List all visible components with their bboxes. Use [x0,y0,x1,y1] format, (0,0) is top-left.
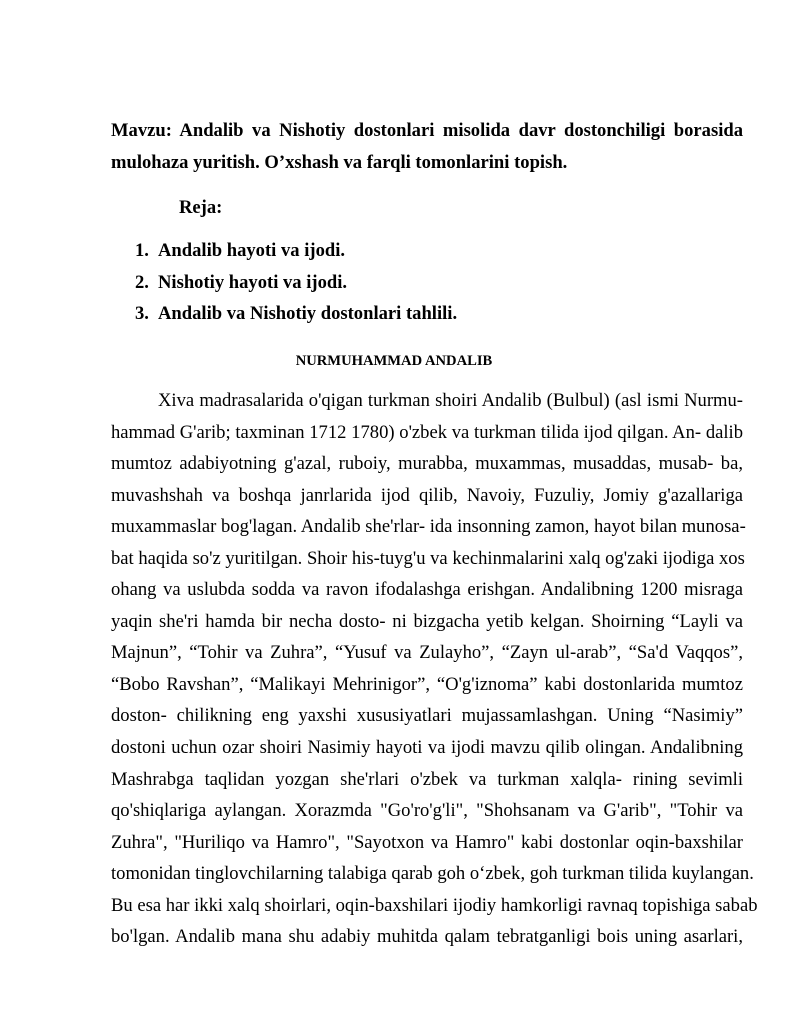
plan-item [111,298,457,330]
body-line: bo'lgan. Andalib mana shu adabiy muhitda qalam tebratganligi bois uning asarlari, [111,926,743,948]
topic-line-2: mulohaza yuritish. O’xshash va farqli tomonlarini topish. [111,152,568,173]
body-line: Xiva madrasalarida o'qigan turkman shoiri Andalib (Bulbul) (asl ismi Nurmu- [158,390,743,411]
body-line: tomonidan tinglovchilarning talabiga qarab goh o‘zbek, goh turkman tilida kuylangan. [111,863,754,885]
section-title: NURMUHAMMAD ANDALIB [295,353,493,369]
body-line: hammad G'arib; taxminan 1712 1780) o'zbek va turkman tilida ijod qilgan. An- dalib [111,421,743,443]
body-line: mumtoz adabiyotning g'azal, ruboiy, murabba, muxammas, musaddas, musab- ba, [111,453,743,475]
body-line: doston- chilikning eng yaxshi xususiyatlari mujassamlashgan. Uning “Nasimiy” [111,705,743,727]
plan-item-number: 1. [135,240,149,261]
plan-item-text: Andalib va Nishotiy dostonlari tahlili. [158,303,458,324]
topic-line-1: Mavzu: Andalib va Nishotiy dostonlari misolida davr dostonchiligi borasida [111,120,743,141]
body-line: Bu esa har ikki xalq shoirlari, oqin-baxshilari ijodiy hamkorligi ravnaq topishiga sabab [111,894,758,916]
body-line: Zuhra", "Huriliqo va Hamro", "Sayotxon va Hamro" kabi dostonlar oqin-baxshilar [111,831,743,853]
plan-item-number: 2. [135,271,149,293]
plan-item [111,267,457,299]
body-line: yaqin she'ri hamda bir necha dosto- ni bizgacha yetib kelgan. Shoirning “Layli va [111,610,743,632]
body-line: Majnun”, “Tohir va Zuhra”, “Yusuf va Zulayho”, “Zayn ul-arab”, “Sa'd Vaqqos”, [111,642,743,664]
plan-item-text: Nishotiy hayoti va ijodi. [158,271,348,293]
plan-list [111,235,457,330]
body-line: Mashrabga taqlidan yozgan she'rlari o'zbek va turkman xalqla- rining sevimli [111,768,743,790]
body-line: muxammaslar bog'lagan. Andalib she'rlar- ida insonning zamon, hayot bilan munosa- [111,516,746,538]
body-line: ohang va uslubda sodda va ravon ifodalashga erishgan. Andalibning 1200 misraga [111,579,743,601]
topic-heading [111,115,743,179]
body-line: muvashshah va boshqa janrlarida ijod qilib, Navoiy, Fuzuliy, Jomiy g'azallariga [111,484,743,506]
plan-item [111,235,457,267]
body-line: qo'shiqlariga aylangan. Xorazmda "Go'ro'g'li", "Shohsanam va G'arib", "Tohir va [111,800,743,822]
document-page [111,0,758,1035]
plan-item-text: Andalib hayoti va ijodi. [158,240,346,261]
plan-heading: Reja: [179,197,223,218]
body-paragraph [111,385,758,953]
body-line: bat haqida so'z yuritilgan. Shoir his-tuyg'u va kechinmalarini xalq og'zaki ijodiga xos [111,547,745,569]
plan-item-number: 3. [135,303,149,324]
body-line: dostoni uchun ozar shoiri Nasimiy hayoti va ijodi mavzu qilib olingan. Andalibning [111,737,743,759]
body-line: “Bobo Ravshan”, “Malikayi Mehrinigor”, “O'g'iznoma” kabi dostonlarida mumtoz [111,673,743,695]
